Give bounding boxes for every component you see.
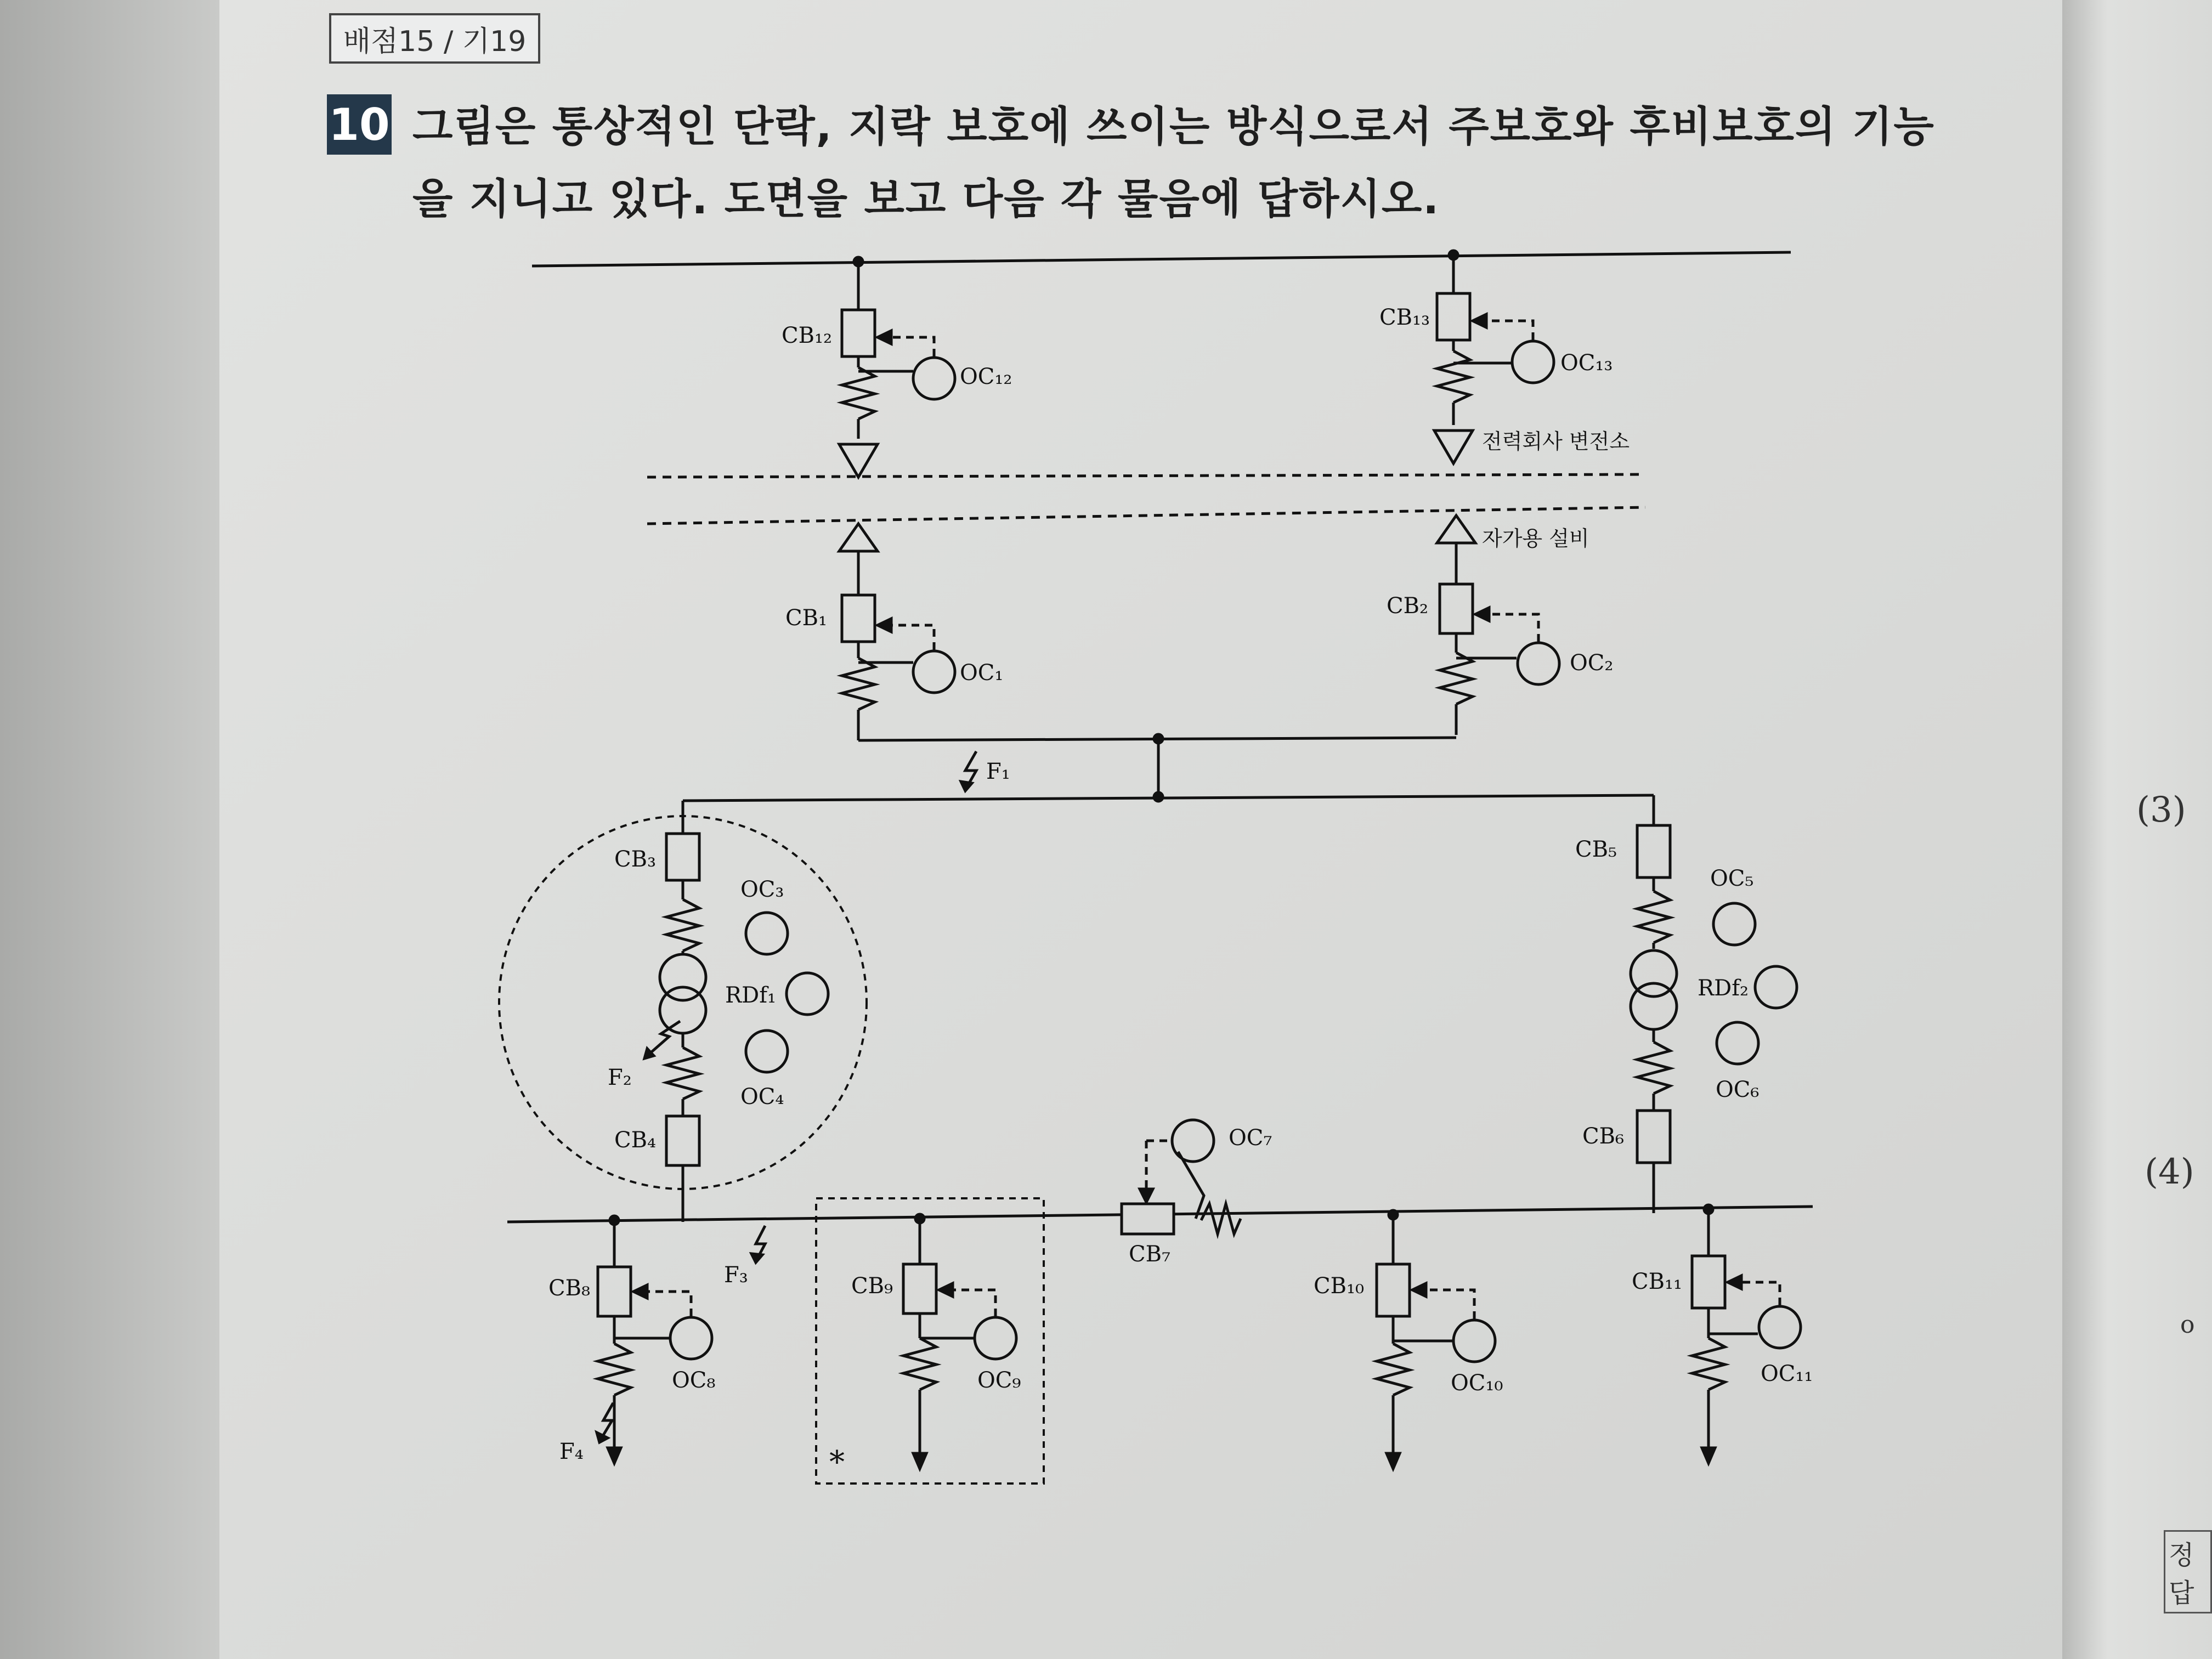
label-oc1: OC₁ (960, 660, 1004, 686)
feeder-cb9 (816, 1198, 1044, 1484)
label-cb12: CB₁₂ (782, 323, 833, 348)
label-cb8: CB₈ (548, 1276, 591, 1301)
label-customer-facility: 자가용 설비 (1482, 526, 1589, 551)
label-cb6: CB₆ (1582, 1124, 1625, 1149)
label-oc4: OC₄ (740, 1084, 784, 1109)
feeder-cb10 (1377, 1210, 1495, 1469)
left-transformer-branch (644, 801, 828, 1222)
question-text: 그림은 통상적인 단락, 지락 보호에 쓰이는 방식으로서 주보호와 후비보호의 기능을 지니고 있다. 도면을 보고 다음 각 물음에 답하시오. (412, 102, 1935, 223)
label-cb5: CB₅ (1575, 837, 1617, 862)
middle-bus-network (683, 734, 1654, 801)
label-f3: F₃ (724, 1262, 748, 1288)
fault-f1-symbol (961, 751, 976, 791)
label-oc12: OC₁₂ (960, 364, 1012, 389)
score-tag: 배점15 / 기19 (329, 13, 540, 64)
label-oc10: OC₁₀ (1451, 1371, 1503, 1396)
label-f4: F₄ (559, 1439, 584, 1464)
margin-label-3: (3) (2136, 790, 2186, 830)
label-cb4: CB₄ (614, 1128, 657, 1153)
label-oc9: OC₉ (977, 1368, 1021, 1393)
label-oc6: OC₆ (1716, 1077, 1760, 1102)
label-cb7: CB₇ (1129, 1242, 1171, 1267)
label-oc2: OC₂ (1570, 650, 1614, 676)
feeder-cb11 (1692, 1205, 1801, 1463)
label-cb2: CB₂ (1387, 593, 1429, 619)
label-f2: F₂ (608, 1065, 632, 1090)
margin-circle-mark: o (2180, 1311, 2195, 1339)
label-oc7: OC₇ (1229, 1125, 1272, 1151)
label-rdf2: RDf₂ (1698, 976, 1749, 1001)
margin-label-4: (4) (2145, 1152, 2194, 1192)
label-cb1: CB₁ (785, 605, 828, 631)
label-power-company: 전력회사 변전소 (1482, 429, 1630, 454)
label-cb9: CB₉ (851, 1273, 893, 1299)
question-number: 10 (327, 94, 392, 155)
label-oc11: OC₁₁ (1761, 1361, 1813, 1386)
label-oc13: OC₁₃ (1560, 350, 1613, 376)
bus-tie-cb7 (1122, 1120, 1241, 1234)
label-oc5: OC₅ (1710, 866, 1754, 891)
utility-feeder-left (839, 257, 955, 477)
boundary-line-upper (647, 474, 1645, 477)
label-oc3: OC₃ (740, 877, 784, 902)
label-rdf1: RDf₁ (725, 983, 777, 1008)
incoming-feeder-left (839, 524, 955, 740)
right-transformer-branch (1631, 795, 1797, 1213)
label-cb10: CB₁₀ (1314, 1273, 1365, 1299)
utility-bus-line (532, 252, 1791, 266)
margin-answer-mark: 정답 (2164, 1530, 2212, 1613)
label-f1: F₁ (986, 759, 1010, 784)
label-oc8: OC₈ (672, 1368, 716, 1393)
label-cb3: CB₃ (614, 847, 657, 872)
label-cb13: CB₁₃ (1379, 305, 1430, 330)
fault-f3-symbol (751, 1226, 765, 1262)
feeder-cb8 (597, 1216, 712, 1463)
label-cb11: CB₁₁ (1632, 1269, 1683, 1294)
label-asterisk: * (829, 1445, 845, 1480)
boundary-line-lower (647, 507, 1645, 524)
protection-zone-circle (499, 816, 867, 1189)
